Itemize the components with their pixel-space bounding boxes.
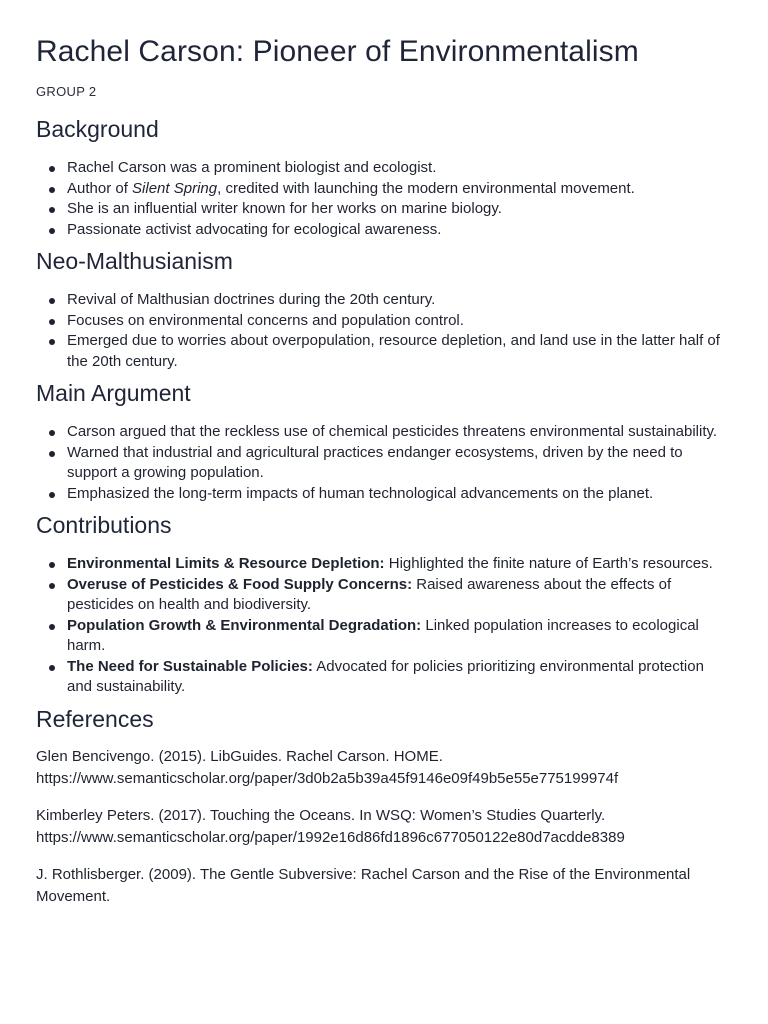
list-item-text: , credited with launching the modern environmental movement. [217, 179, 635, 197]
list-item [36, 616, 732, 657]
contributions-heading: Contributions [36, 512, 172, 538]
list-item: Passionate activist advocating for ecological awareness. [36, 220, 732, 241]
list-item: Emphasized the long-term impacts of human technological advancements on the planet. [36, 484, 732, 505]
reference-citation: Kimberley Peters. (2017). Touching the Oceans. In WSQ: Women’s Studies Quarterly. [36, 806, 606, 824]
list-item [36, 657, 732, 698]
list-item: Focuses on environmental concerns and population control. [36, 311, 732, 332]
list-item: Emerged due to worries about overpopulation, resource depletion, and land use in the latter half of the 20th century. [36, 331, 732, 372]
book-title: Silent Spring [132, 179, 218, 197]
contribution-title: The Need for Sustainable Policies: [67, 657, 313, 675]
main-argument-list [36, 422, 732, 504]
contribution-text: Advocated for policies prioritizing environmental protection and sustainability. [67, 657, 704, 695]
contribution-text: Raised awareness about the effects of pesticides on health and biodiversity. [67, 575, 672, 613]
contribution-title: Population Growth & Environmental Degradation: [67, 616, 422, 634]
reference-entry [36, 864, 732, 909]
reference-entry [36, 805, 732, 850]
list-item: She is an influential writer known for her works on marine biology. [36, 199, 732, 220]
reference-citation: J. Rothlisberger. (2009). The Gentle Subversive: Rachel Carson and the Rise of the Environmental Movement. [36, 865, 691, 905]
contribution-text: Highlighted the finite nature of Earth’s resources. [384, 555, 713, 572]
neo-malthusianism-heading: Neo-Malthusianism [36, 248, 233, 274]
reference-url[interactable]: https://www.semanticscholar.org/paper/1992e16d86fd1896c677050122e80d7acdde8389 [36, 829, 625, 846]
list-item-text: Author of [67, 179, 133, 197]
neo-malthusianism-list [36, 290, 732, 372]
list-item [36, 179, 732, 200]
reference-entry [36, 746, 732, 791]
reference-url[interactable]: https://www.semanticscholar.org/paper/3d0b2a5b39a45f9146e09f49b5e55e775199974f [36, 770, 619, 787]
list-item [36, 575, 732, 616]
list-item: Revival of Malthusian doctrines during the 20th century. [36, 290, 732, 311]
group-label: GROUP 2 [36, 84, 97, 99]
page-title: Rachel Carson: Pioneer of Environmentalism [36, 35, 639, 68]
list-item: Warned that industrial and agricultural practices endanger ecosystems, driven by the need to support a growing population. [36, 443, 732, 484]
background-list [36, 158, 732, 240]
contribution-title: Environmental Limits & Resource Depletion: [67, 555, 385, 572]
list-item: Carson argued that the reckless use of chemical pesticides threatens environmental sustainability. [36, 422, 732, 443]
background-heading: Background [36, 116, 159, 142]
contribution-text: Linked population increases to ecological harm. [67, 616, 699, 654]
list-item [36, 554, 732, 575]
contributions-list [36, 554, 732, 698]
references-list [36, 746, 732, 909]
references-heading: References [36, 705, 154, 732]
list-item: Rachel Carson was a prominent biologist and ecologist. [36, 158, 732, 179]
reference-citation: Glen Bencivengo. (2015). LibGuides. Rachel Carson. HOME. [36, 747, 443, 765]
main-argument-heading: Main Argument [36, 380, 191, 406]
contribution-title: Overuse of Pesticides & Food Supply Concerns: [67, 575, 413, 593]
